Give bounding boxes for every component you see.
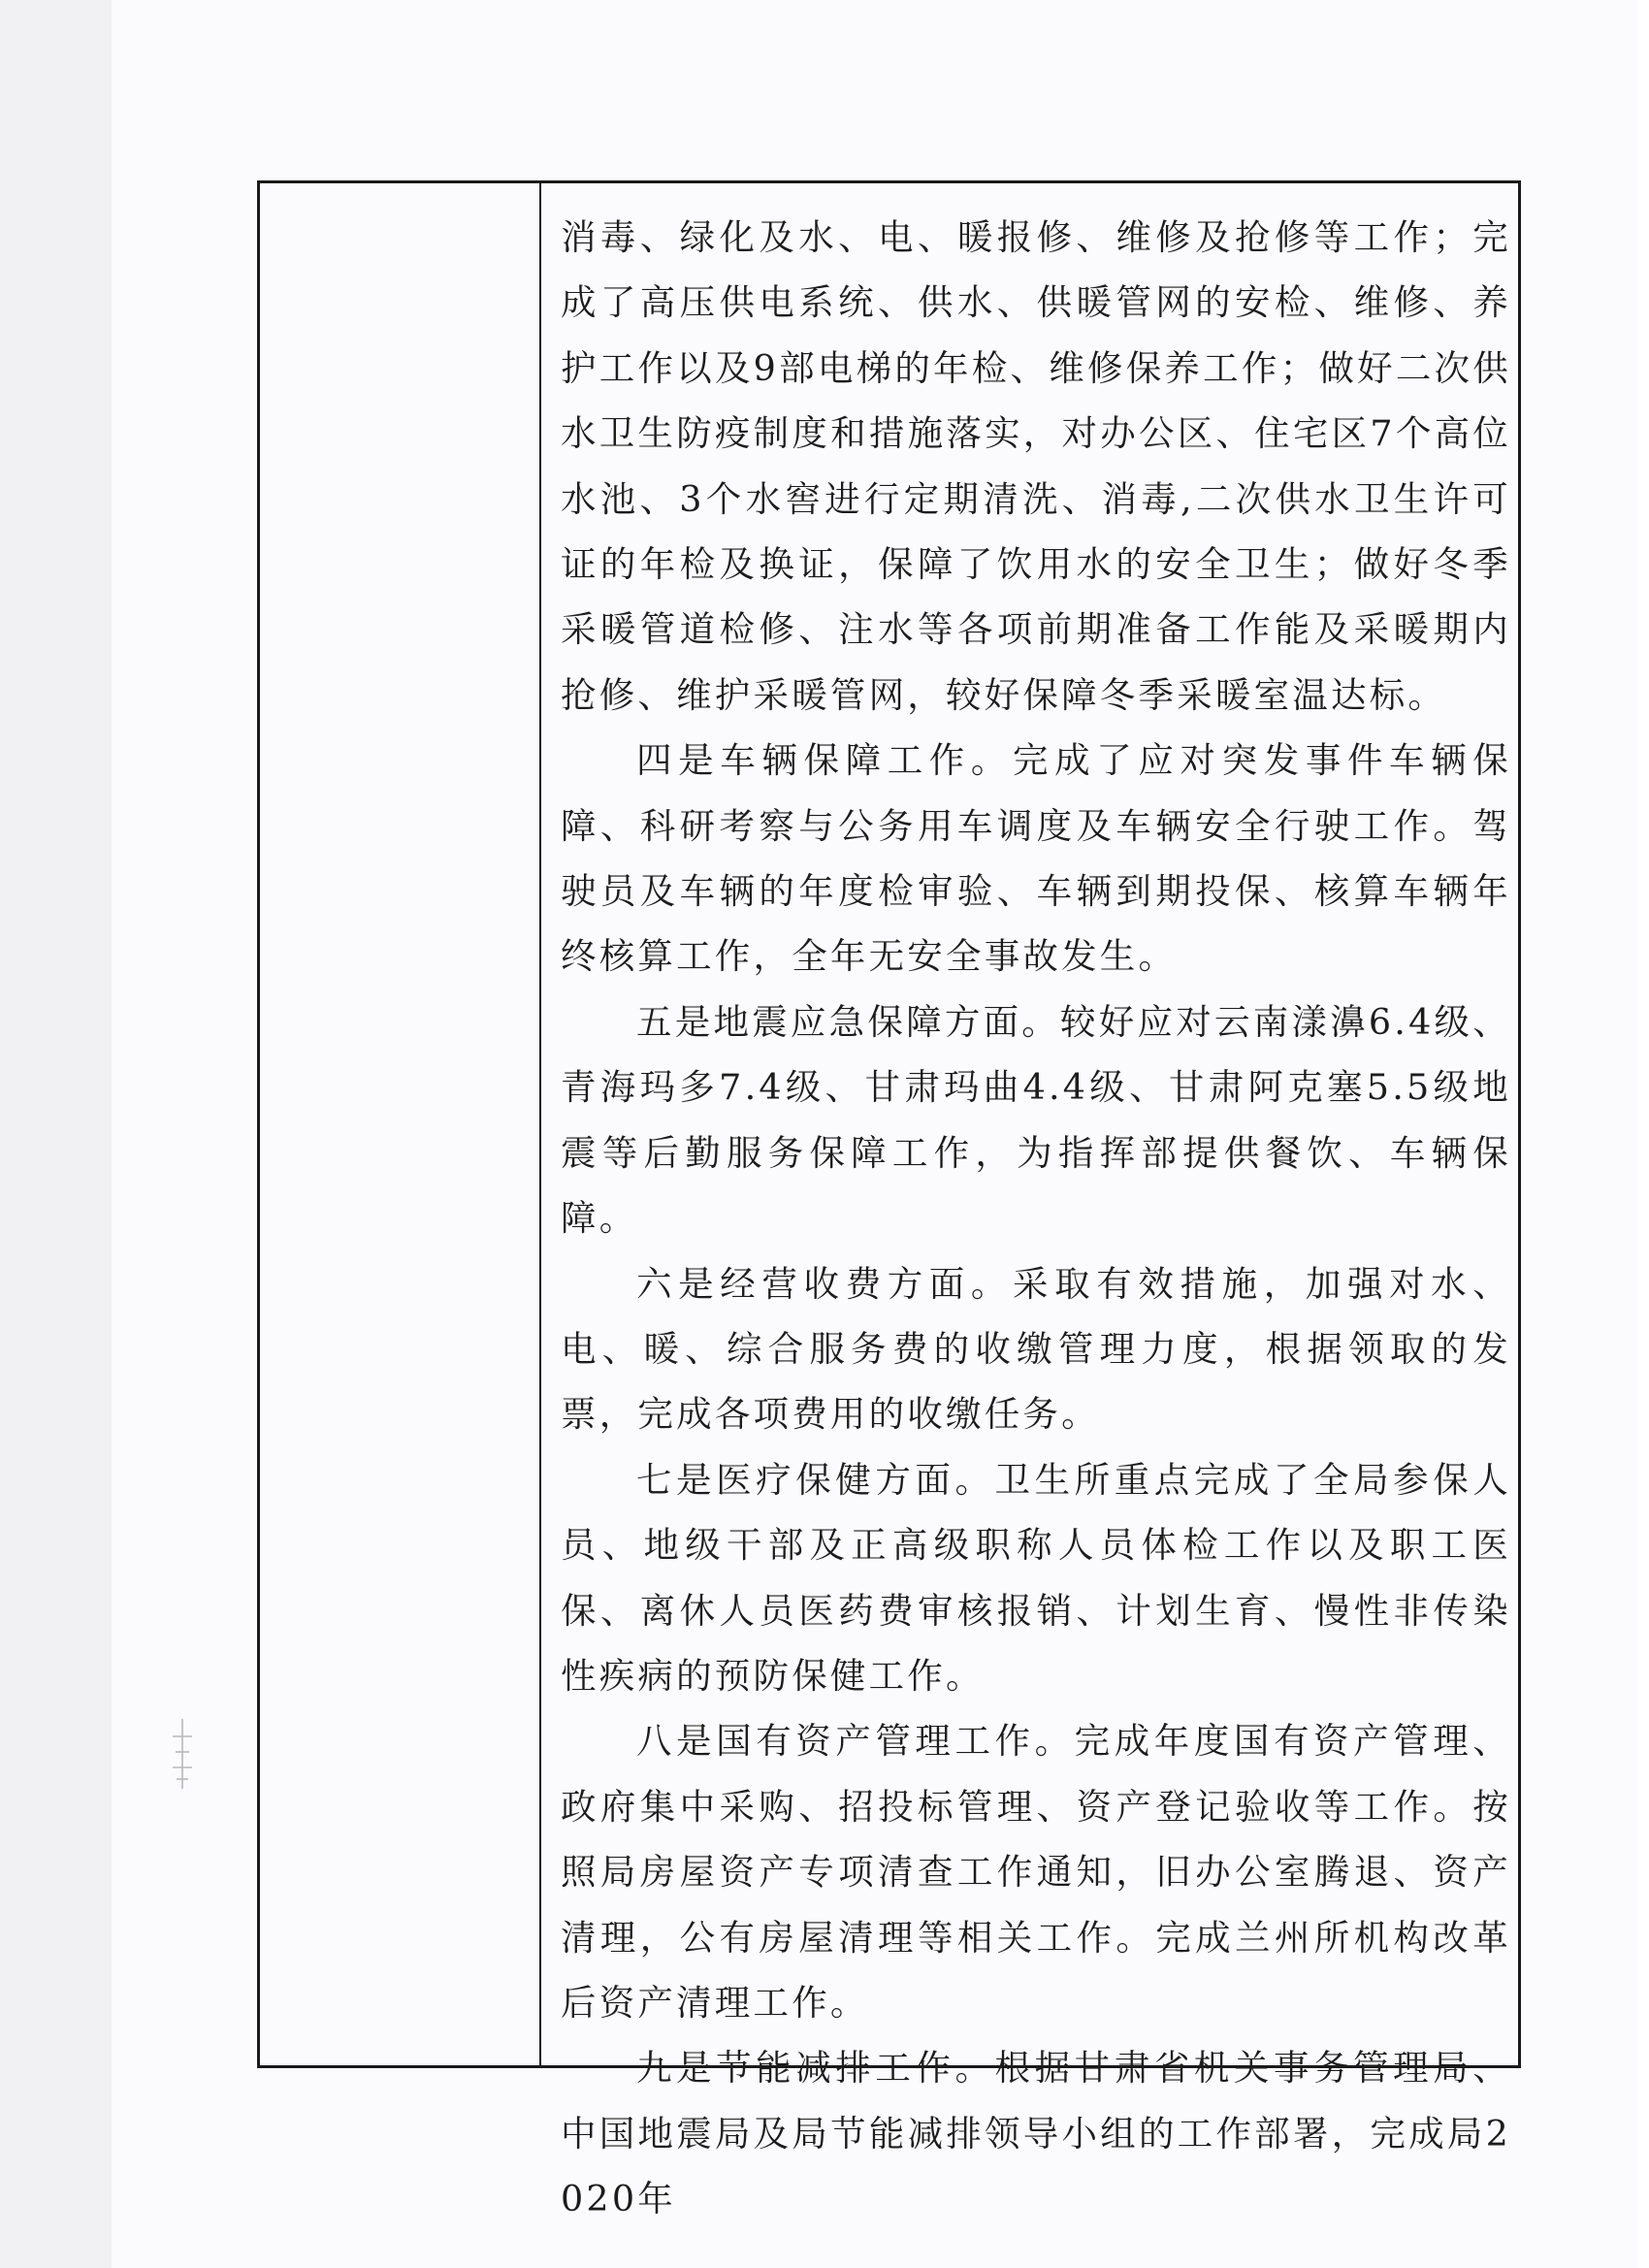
- text-line: 海玛多7.4级、甘肃玛曲4.4级、甘肃阿克塞5.5级地震等: [561, 1066, 1512, 1174]
- binding-mark: [167, 1715, 198, 1793]
- text-line: 九是节能减排工作。根据甘肃省机关事务管理局、中国: [561, 2047, 1511, 2155]
- text-line: 消毒、绿化及水、电、暖报修、维修及抢修等工作；完成了: [561, 216, 1511, 324]
- text-line: 五是地震应急保障方面。较好应对云南漾濞6.4级、青: [561, 1000, 1511, 1109]
- paragraph-earthquake: [561, 989, 1511, 1251]
- text-line: 四是车辆保障工作。完成了应对突发事件车辆保障、科: [561, 739, 1511, 847]
- paragraph-assets: [561, 1708, 1511, 2035]
- text-line: 健工作。: [829, 1654, 985, 1697]
- text-line: 地级干部及正高级职称人员体检工作以及职工医保、离休人: [561, 1524, 1511, 1632]
- text-line: 较好保障冬季采暖室温达标。: [946, 673, 1447, 716]
- text-line: 年无安全事故发生。: [829, 935, 1178, 978]
- paragraph-fees: [561, 1251, 1511, 1447]
- paragraph-medical: [561, 1447, 1511, 1709]
- text-line: 及9部电梯的年检、维修保养工作；做好二次供水卫生防疫: [561, 346, 1511, 455]
- paragraph-energy: [561, 2035, 1511, 2231]
- text-line: 制度和措施落实，对办公区、住宅区7个高位水池、3个水: [561, 412, 1512, 520]
- form-table: [257, 180, 1521, 2220]
- text-line: 员医药费审核报销、计划生育、慢性非传染性疾病的预防保: [561, 1589, 1511, 1697]
- text-line: 的年度检审验、车辆到期投保、核算车辆年终核算工作，全: [561, 870, 1511, 978]
- text-line: 窖进行定期清洗、消毒,二次供水卫生许可证的年检及换: [561, 477, 1511, 586]
- paragraph-vehicles: [561, 728, 1511, 989]
- text-line: 七是医疗保健方面。卫生所重点完成了全局参保人员、: [561, 1458, 1511, 1567]
- text-line: 六是经营收费方面。采取有效措施，加强对水、电、: [561, 1262, 1511, 1370]
- text-line: 后勤服务保障工作，为指挥部提供餐饮、车辆保障。: [561, 1131, 1511, 1240]
- column-divider: [539, 183, 541, 2065]
- paragraph-continued: [561, 205, 1511, 728]
- text-line: 屋清理等相关工作。完成兰州所机构改革后资产清理工作。: [561, 1916, 1511, 2024]
- label-column: [260, 183, 539, 2065]
- text-line: 资产专项清查工作通知，旧办公室腾退、资产清理，公有房: [561, 1851, 1511, 1959]
- text-line: 水等各项前期准备工作能及采暖期内抢修、维护采暖管网，: [561, 608, 1511, 716]
- text-line: 研考察与公务用车调度及车辆安全行驶工作。驾驶员及车辆: [561, 804, 1511, 913]
- text-line: 八是国有资产管理工作。完成年度国有资产管理、政府: [561, 1720, 1511, 1828]
- text-line: 暖、综合服务费的收缴管理力度，根据领取的发票，完成各: [561, 1327, 1511, 1436]
- text-line: 集中采购、招投标管理、资产登记验收等工作。按照局房屋: [561, 1785, 1511, 1894]
- content-column: [561, 183, 1512, 2220]
- text-line: 项费用的收缴任务。: [753, 1393, 1100, 1436]
- text-line: 高压供电系统、供水、供暖管网的安检、维修、养护工作以: [561, 281, 1511, 389]
- text-line: 地震局及局节能减排领导小组的工作部署，完成局2020年: [561, 2112, 1511, 2220]
- text-line: 证，保障了饮用水的安全卫生；做好冬季采暖管道检修、注: [561, 543, 1511, 651]
